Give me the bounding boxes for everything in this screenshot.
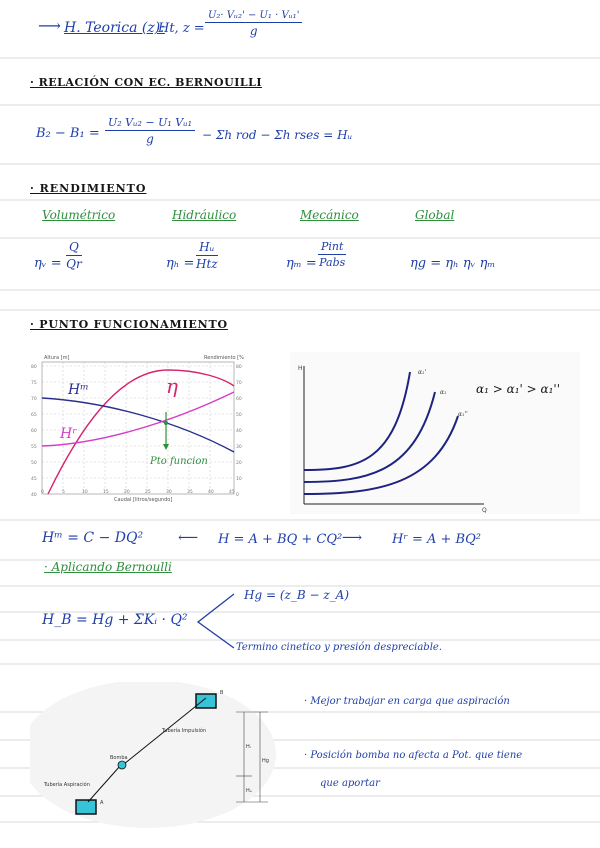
pump-icon <box>118 761 126 769</box>
funcionamiento-heading: · PUNTO FUNCIONAMIENTO <box>30 318 228 331</box>
eq-hm: Hᵐ = C − DQ² <box>42 530 144 546</box>
alpha-curve-chart <box>290 352 580 514</box>
bernoulli-fraction-den: g <box>146 132 154 146</box>
chart1-ytick: 80 <box>31 365 37 370</box>
eq-h-lhs: ηₕ = <box>166 256 195 271</box>
eq-m-den: Pabs <box>319 256 346 269</box>
chart2-xlabel: Q <box>482 507 487 514</box>
chart1-ytick-right: 40 <box>236 429 242 434</box>
header-arrow: ⟶ <box>38 16 61 35</box>
label-eta: η <box>166 374 178 398</box>
eq-v-num: Q <box>66 240 82 256</box>
chart1-ytick-right: 80 <box>236 365 242 370</box>
chart1-ytick-right: 10 <box>236 477 242 482</box>
chart1-xtick: 25 <box>145 490 151 495</box>
type-global: Global <box>415 208 455 222</box>
eq-hg: Hg = (z_B − z_A) <box>244 588 350 602</box>
chart1-ytick-right: 0 <box>236 493 239 498</box>
chart1-ytick: 40 <box>31 493 37 498</box>
chart1-xtick: 20 <box>124 490 130 495</box>
chart1-xtick: 35 <box>187 490 193 495</box>
label-bomba: Bomba <box>110 755 128 761</box>
header-fraction-num: U₂· Vᵤ₂' − U₁ · Vᵤ₁' <box>205 10 302 23</box>
curve-alpha1-prime <box>304 372 410 470</box>
eq-v-den: Qr <box>66 257 82 271</box>
chart1-xtick: 45 <box>229 490 235 495</box>
chart2-curve-label: α₁'' <box>458 411 468 418</box>
chart1-xlabel: Caudal [litros/segundo] <box>114 497 173 502</box>
chart1-ytick-right: 70 <box>236 381 242 386</box>
eq-m-fraction <box>318 240 346 269</box>
eq-m-lhs: ηₘ = <box>286 256 317 271</box>
rendimiento-heading: · RENDIMIENTO <box>30 182 147 195</box>
label-a: A <box>100 800 104 806</box>
bernoulli-lhs: B₂ − B₁ = <box>36 126 100 141</box>
termino-note: Termino cinetico y presión despreciable. <box>236 642 442 653</box>
chart1-ytick: 65 <box>31 413 37 418</box>
upper-tank <box>196 694 216 708</box>
branch-bracket <box>196 592 236 652</box>
pump-curve-chart <box>28 352 244 502</box>
chart1-ytick: 70 <box>31 397 37 402</box>
chart1-xtick: 0 <box>41 490 44 495</box>
label-ha: Hₐ <box>246 788 252 794</box>
bernoulli-rhs: − Σh rod − Σh rses = Hᵤ <box>202 128 353 142</box>
pump-installation-diagram <box>30 682 290 830</box>
eq-global: ηg = ηₕ ηᵥ ηₘ <box>410 256 496 271</box>
chart1-xtick: 15 <box>103 490 109 495</box>
chart1-ytick-right: 20 <box>236 461 242 466</box>
label-tuberia-aspiracion: Tubería Aspiración <box>44 782 90 788</box>
label-b: B <box>220 690 224 696</box>
label-hg: Hg <box>262 758 269 764</box>
chart2-curve-label: α₁ <box>440 389 447 396</box>
eq-m-num: Pint <box>318 240 346 255</box>
operating-point <box>164 421 168 425</box>
type-volumetrico: Volumétrico <box>42 208 116 222</box>
chart1-ytick-right: 60 <box>236 397 242 402</box>
header-title: H. Teorica (z): <box>64 20 165 36</box>
chart1-ytick: 60 <box>31 429 37 434</box>
alpha-curve-svg <box>290 352 580 514</box>
chart1-ytick: 50 <box>31 461 37 466</box>
chart2-curve-label: α₁' <box>418 369 427 376</box>
chart1-ytick-right: 30 <box>236 445 242 450</box>
eq-arrow-left: ⟵ <box>178 530 199 546</box>
header-fraction-den: g <box>249 24 258 38</box>
chart1-ytick-right: 50 <box>236 413 242 418</box>
aplicando-heading: · Aplicando Bernoulli <box>44 560 172 574</box>
eq-h: H = A + BQ + CQ² <box>218 532 343 547</box>
label-tuberia-impulsion: Tubería Impulsión <box>162 728 207 734</box>
type-hidraulico: Hidráulico <box>172 208 237 222</box>
eq-h-num: Hᵤ <box>196 240 218 256</box>
lower-tank <box>76 800 96 814</box>
note-1: · Mejor trabajar en carga que aspiración <box>304 696 510 707</box>
eq-v-fraction <box>66 240 82 271</box>
chart1-title-right: Rendimiento [%] <box>204 355 244 361</box>
eq-arrow-right: ⟶ <box>342 530 363 546</box>
eq-v-lhs: ηᵥ = <box>34 256 62 271</box>
chart1-ytick: 55 <box>31 445 37 450</box>
chart1-xtick: 30 <box>166 490 172 495</box>
pump-diagram-svg <box>30 682 290 830</box>
chart1-xtick: 5 <box>62 490 65 495</box>
chart1-ytick: 75 <box>31 381 37 386</box>
label-pto-funcion: Pto funcion <box>150 456 208 467</box>
bernoulli-fraction-num: U₂ Vᵤ₂ − U₁ Vᵤ₁ <box>105 116 195 131</box>
label-hr: Hʳ <box>60 426 78 442</box>
chart1-ytick: 45 <box>31 477 37 482</box>
bernoulli-heading: · RELACIÓN CON EC. BERNOUILLI <box>30 76 262 89</box>
bernoulli-fraction <box>105 116 195 146</box>
note-2b: que aportar <box>320 778 380 789</box>
chart1-title-left: Altura [m] <box>44 355 70 361</box>
header-fraction <box>205 10 302 38</box>
eq-h-fraction <box>196 240 218 271</box>
header-lhs: Ht, z = <box>158 21 205 36</box>
chart2-ylabel: H <box>298 365 303 372</box>
eq-h-den: Htz <box>196 257 218 271</box>
note-2a: · Posición bomba no afecta a Pot. que tiene <box>304 750 523 761</box>
label-hi: Hᵢ <box>246 744 251 750</box>
label-hm: Hᵐ <box>68 382 89 398</box>
chart1-xtick: 10 <box>82 490 88 495</box>
type-mecanico: Mecánico <box>300 208 359 222</box>
chart1-xtick: 40 <box>208 490 214 495</box>
eq-hr: Hʳ = A + BQ² <box>392 532 481 547</box>
eq-hb: H_B = Hg + ΣKᵢ · Q² <box>42 612 188 628</box>
alpha-relation: α₁ > α₁' > α₁'' <box>476 382 561 396</box>
